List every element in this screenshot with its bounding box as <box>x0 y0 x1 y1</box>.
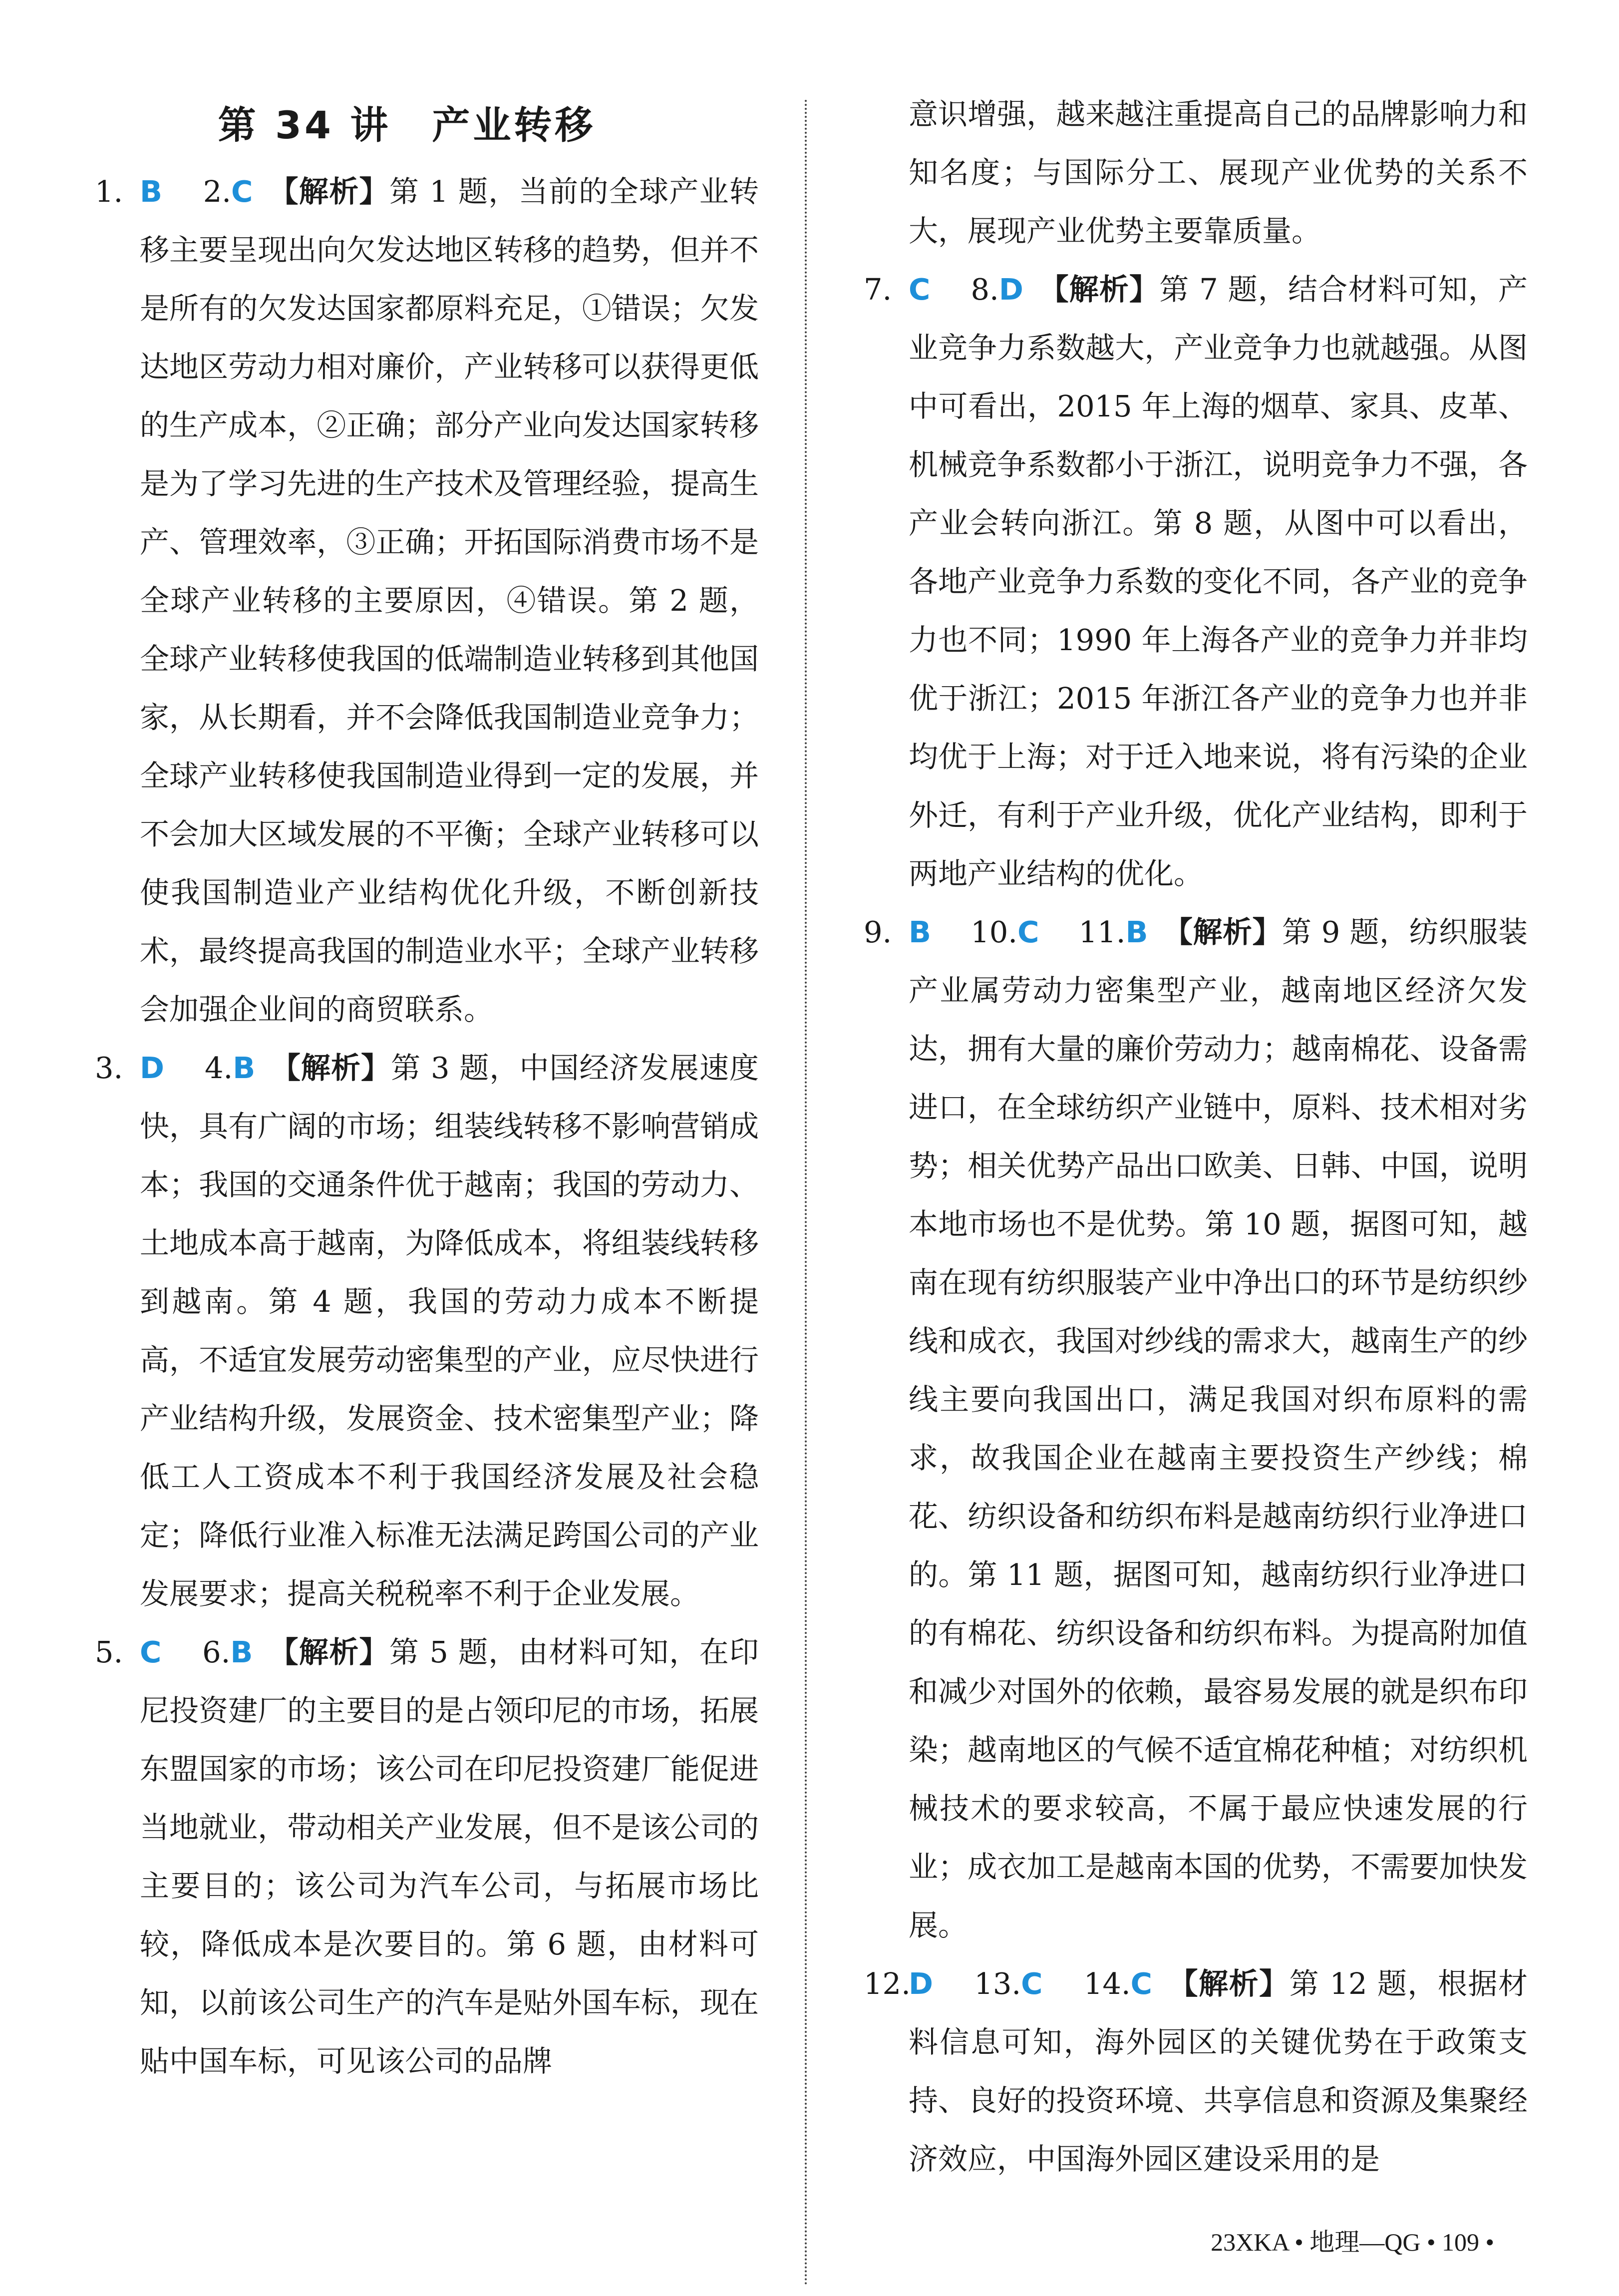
item-number: 9. <box>864 915 892 949</box>
footer-dash: — <box>1359 2228 1385 2256</box>
left-column <box>95 162 759 2090</box>
footer-dot: • <box>1295 2228 1303 2256</box>
analysis-text: 第 12 题，根据材料信息可知，海外园区的关键优势在于政策支持、良好的投资环境、共享信息和资源及集聚经济效应，中国海外园区建设采用的是 <box>909 1966 1528 2176</box>
question-number: 11. <box>1078 915 1126 949</box>
continued-text: 意识增强，越来越注重提高自己的品牌影响力和知名度；与国际分工、展现产业优势的关系不大，展现产业优势主要靠质量。 <box>909 97 1528 248</box>
answer-letter: C <box>140 1635 162 1669</box>
answer-letter: B <box>1125 915 1148 949</box>
answer-letter: D <box>998 272 1023 307</box>
answer-letter: B <box>909 915 931 949</box>
question-number: 2. <box>203 174 232 209</box>
question-number: 4. <box>204 1051 233 1085</box>
answer-letter: B <box>233 1051 256 1085</box>
footer-subject: 地理 <box>1309 2228 1360 2257</box>
question-number: 13. <box>974 1966 1021 2001</box>
answer-letter: D <box>909 1966 933 2001</box>
question-number: 8. <box>971 272 999 307</box>
page-footer <box>1211 2222 1494 2258</box>
answer-letter: C <box>231 174 253 209</box>
footer-series: QG <box>1384 2228 1421 2256</box>
answer-item-7 <box>864 260 1528 903</box>
answer-letter: C <box>909 272 931 307</box>
item-number: 7. <box>864 272 892 307</box>
answer-letter: B <box>140 174 162 209</box>
answer-item-9 <box>864 903 1528 1954</box>
item-number: 1. <box>95 174 123 209</box>
question-number: 10. <box>971 915 1018 949</box>
item-number: 5. <box>95 1635 123 1669</box>
analysis-text: 第 7 题，结合材料可知，产业竞争力系数越大，产业竞争力也就越强。从图中可看出，2015 年上海的烟草、家具、皮革、机械竞争系数都小于浙江，说明竞争力不强，各产业会转向浙江。第 8 题，从图中可以看出，各地产业竞争力系数的变化不同，各产业的竞争力也不同；1990 年上海各产业的竞争力并非均优于浙江；2015 年浙江各产业的竞争力也并非均优于上海；对于迁入地来说，将有污染的企业外迁，有利于产业升级，优化产业结构，即利于两地产业结构的优化。 <box>909 272 1528 891</box>
answer-letter: D <box>140 1051 164 1085</box>
analysis-tag: 【解析】 <box>284 174 389 209</box>
item-number: 3. <box>95 1051 123 1085</box>
page-title: 第 34 讲 产业转移 <box>218 103 596 147</box>
analysis-tag: 【解析】 <box>284 1635 389 1669</box>
answer-letter: C <box>1130 1966 1152 2001</box>
right-column <box>864 85 1528 2188</box>
item-number: 12. <box>864 1966 911 2001</box>
answer-letter: C <box>1021 1966 1043 2001</box>
footer-code: 23XKA <box>1211 2228 1289 2256</box>
analysis-tag: 【解析】 <box>286 1051 391 1085</box>
question-number: 6. <box>202 1635 231 1669</box>
answer-item-5 <box>95 1623 759 2090</box>
analysis-text: 第 1 题，当前的全球产业转移主要呈现出向欠发达地区转移的趋势，但并不是所有的欠发达国家都原料充足，①错误；欠发达地区劳动力相对廉价，产业转移可以获得更低的生产成本，②正确；部分产业向发达国家转移是为了学习先进的生产技术及管理经验，提高生产、管理效率，③正确；开拓国际消费市场不是全球产业转移的主要原因，④错误。第 2 题，全球产业转移使我国的低端制造业转移到其他国家，从长期看，并不会降低我国制造业竞争力；全球产业转移使我国制造业得到一定的发展，并不会加大区域发展的不平衡；全球产业转移可以使我国制造业产业结构优化升级，不断创新技术，最终提高我国的制造业水平；全球产业转移会加强企业间的商贸联系。 <box>140 174 759 1027</box>
answer-letter: B <box>230 1635 253 1669</box>
answer-letter: C <box>1017 915 1039 949</box>
footer-dot: • <box>1426 2228 1436 2256</box>
analysis-text: 第 5 题，由材料可知，在印尼投资建厂的主要目的是占领印尼的市场，拓展东盟国家的市场；该公司在印尼投资建厂能促进当地就业，带动相关产业发展，但不是该公司的主要目的；该公司为汽车公司，与拓展市场比较，降低成本是次要目的。第 6 题，由材料可知，以前该公司生产的汽车是贴外国车标，现在贴中国车标，可见该公司的品牌 <box>140 1635 759 2078</box>
answer-item-12 <box>864 1954 1528 2188</box>
analysis-text: 第 3 题，中国经济发展速度快，具有广阔的市场；组装线转移不影响营销成本；我国的交通条件优于越南；我国的劳动力、土地成本高于越南，为降低成本，将组装线转移到越南。第 4 题，我国的劳动力成本不断提高，不适宜发展劳动密集型的产业，应尽快进行产业结构升级，发展资金、技术密集型产业；降低工人工资成本不利于我国经济发展及社会稳定；降低行业准入标准无法满足跨国公司的产业发展要求；提高关税税率不利于企业发展。 <box>140 1051 759 1611</box>
footer-dot: • <box>1485 2228 1494 2256</box>
question-number: 14. <box>1083 1966 1131 2001</box>
analysis-tag: 【解析】 <box>1178 915 1282 949</box>
page-number: 109 <box>1441 2228 1479 2256</box>
answer-item-3 <box>95 1039 759 1623</box>
column-divider <box>805 100 807 2287</box>
analysis-text: 第 9 题，纺织服装产业属劳动力密集型产业，越南地区经济欠发达，拥有大量的廉价劳动力；越南棉花、设备需进口，在全球纺织产业链中，原料、技术相对劣势；相关优势产品出口欧美、日韩、中国，说明本地市场也不是优势。第 10 题，据图可知，越南在现有纺织服装产业中净出口的环节是纺织纱线和成衣，我国对纱线的需求大，越南生产的纱线主要向我国出口，满足我国对织布原料的需求，故我国企业在越南主要投资生产纱线；棉花、纺织设备和纺织布料是越南纺织行业净进口的。第 11 题，据图可知，越南纺织行业净进口的有棉花、纺织设备和纺织布料。为提高附加值和减少对国外的依赖，最容易发展的就是织布印染；越南地区的气候不适宜棉花种植；对纺织机械技术的要求较高，不属于最应快速发展的行业；成衣加工是越南本国的优势，不需要加快发展。 <box>909 915 1528 1942</box>
analysis-tag: 【解析】 <box>1183 1966 1290 2001</box>
analysis-tag: 【解析】 <box>1054 272 1160 307</box>
answer-item-1 <box>95 162 759 1039</box>
